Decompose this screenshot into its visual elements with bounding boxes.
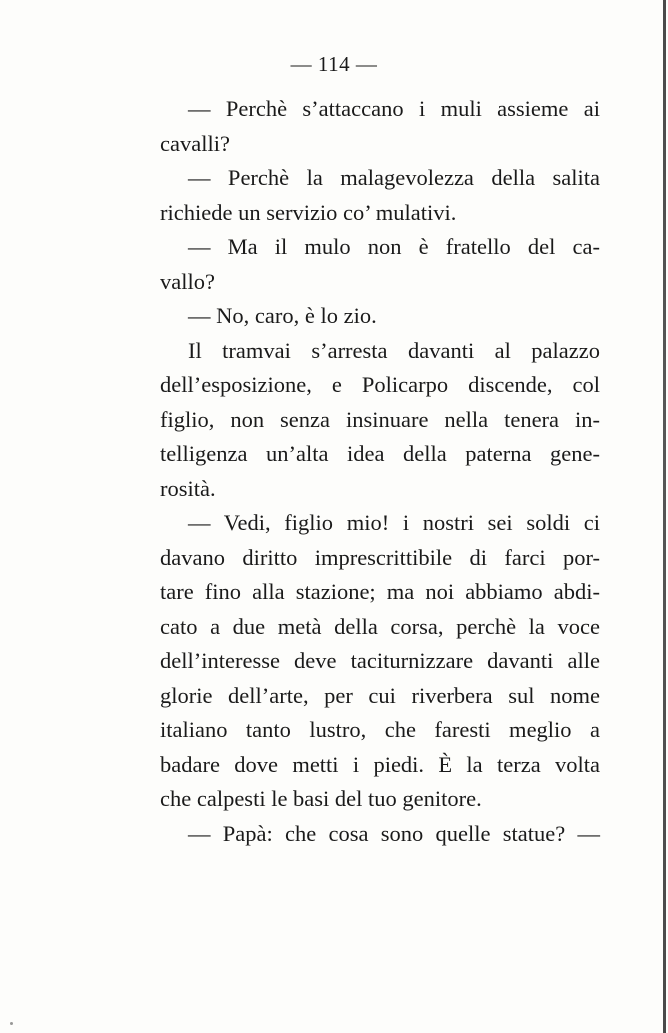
page-number: — 114 — [290,52,378,76]
text-line: cavalli? [160,130,230,156]
text-line: — No, caro, è lo zio. [188,303,377,328]
text-line: telligenza un’alta idea della paterna gene- [160,441,600,466]
text-line: Il tramvai s’arresta davanti al palazzo [188,337,600,363]
body-text [160,92,600,851]
text-line: rosità. [160,475,216,501]
text-line: italiano tanto lustro, che faresti meglio a [160,717,600,742]
text-line: dell’esposizione, e Policarpo discende, col [160,372,600,397]
text-line: che calpesti le basi del tuo genitore. [160,786,482,811]
text-line: — Perchè la malagevolezza della salita [188,165,600,190]
text-line: badare dove metti i piedi. È la terza volta [160,751,600,777]
text-line: cato a due metà della corsa, perchè la voce [160,613,600,639]
text-line: vallo? [160,268,215,294]
text-line: richiede un servizio co’ mulativi. [160,199,457,225]
text-line: — Papà: che cosa sono quelle statue? — [188,820,600,846]
text-line: figlio, non senza insinuare nella tenera in- [160,406,600,432]
text-line: dell’interesse deve taciturnizzare davanti alle [160,648,600,673]
page-edge-shadow [663,0,666,1033]
text-line: — Vedi, figlio mio! i nostri sei soldi ci [188,510,600,535]
text-line: — Ma il mulo non è fratello del ca- [188,234,600,259]
text-line: tare fino alla stazione; ma noi abbiamo abdi- [160,579,600,604]
text-line: — Perchè s’attaccano i muli assieme ai [188,96,600,121]
text-line: davano diritto imprescrittibile di farci por- [160,544,600,570]
scan-speck [10,1022,13,1025]
text-line: glorie dell’arte, per cui riverbera sul nome [160,682,600,708]
